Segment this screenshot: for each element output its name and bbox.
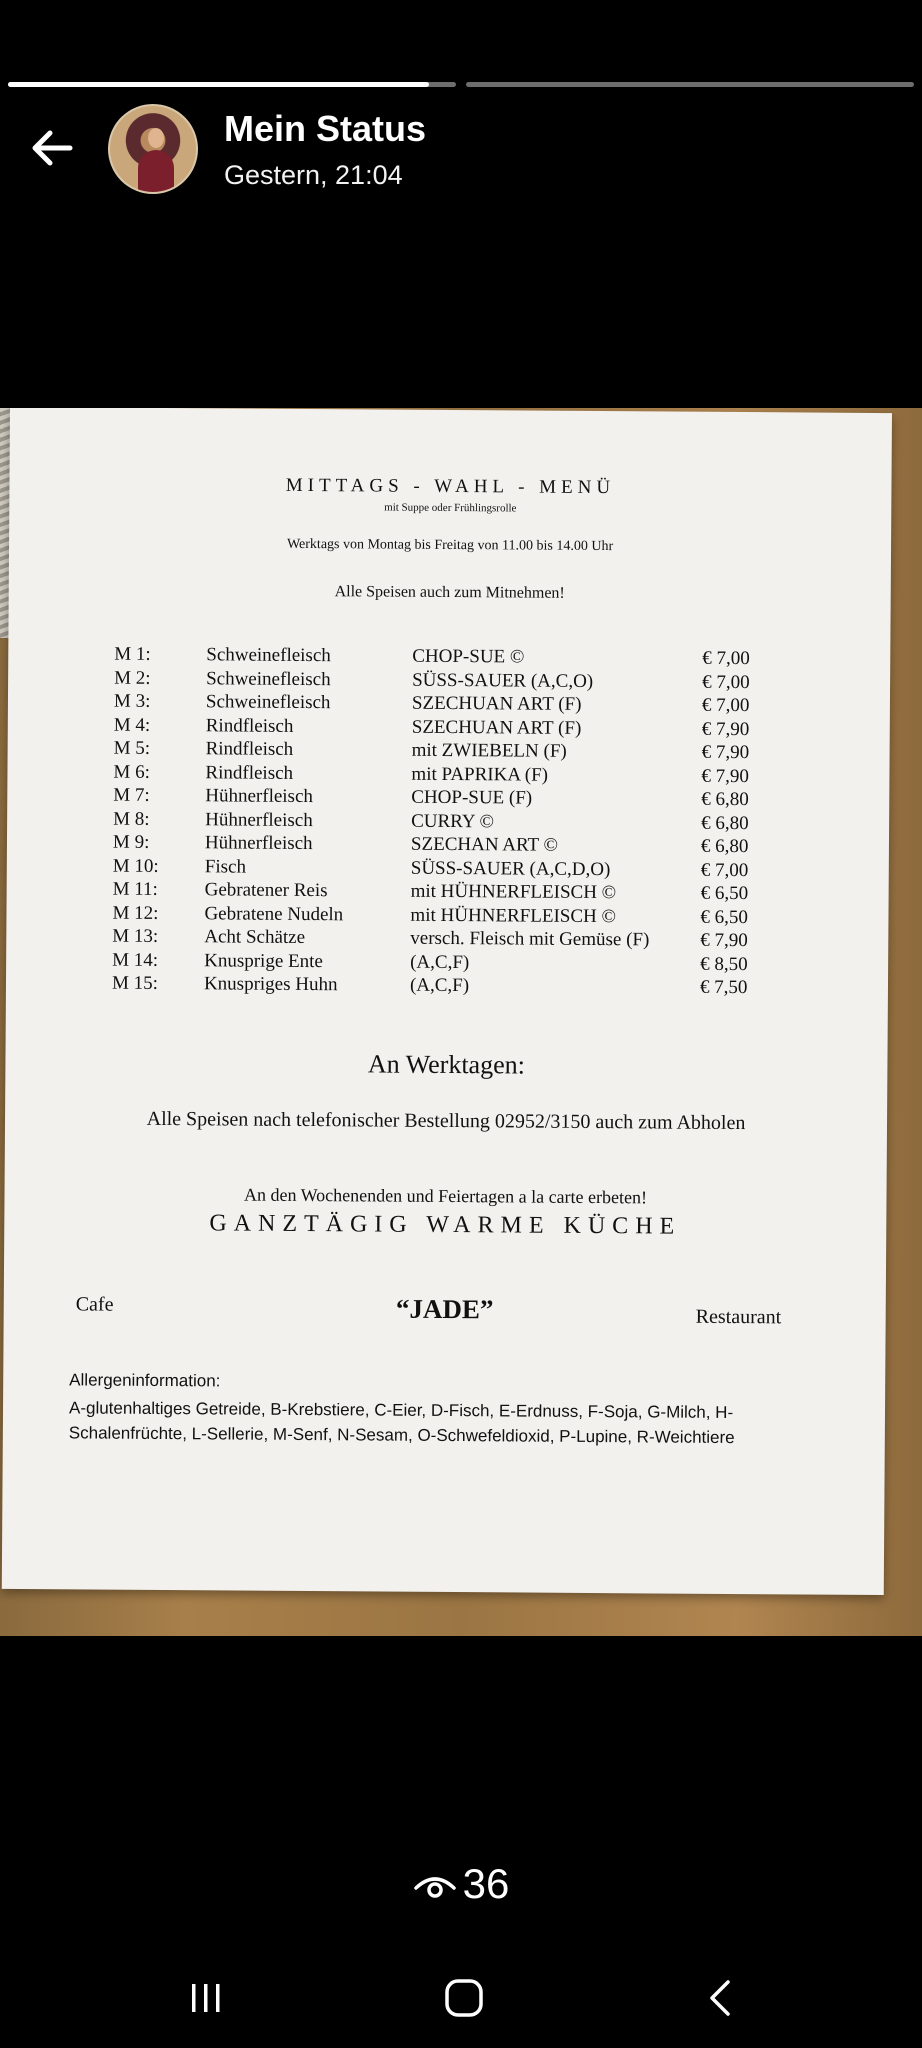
menu-sheet xyxy=(2,408,892,1595)
status-photo xyxy=(0,408,922,1636)
menu-item-dish: SÜSS-SAUER (A,C,O) xyxy=(412,669,594,692)
menu-item-dish: mit HÜHNERFLEISCH © xyxy=(410,880,617,904)
menu-item-dish: CHOP-SUE © xyxy=(412,645,525,668)
menu-item-meat: Rindfleisch xyxy=(205,714,294,737)
menu-item-dish: SÜSS-SAUER (A,C,D,O) xyxy=(410,857,611,880)
menu-item-price: € 8,50 xyxy=(700,953,748,975)
story-progress-current xyxy=(8,82,456,87)
menu-item-number: M 14: xyxy=(112,949,159,971)
menu-item-price: € 6,80 xyxy=(700,835,749,858)
status-timestamp: Gestern, 21:04 xyxy=(224,160,403,190)
menu-item-price: € 7,90 xyxy=(701,765,750,787)
menu-item-price: € 7,90 xyxy=(700,929,748,952)
menu-item-price: € 7,90 xyxy=(701,741,750,764)
menu-item-price: € 7,00 xyxy=(701,694,750,717)
view-count-value: 36 xyxy=(462,1860,510,1907)
eye-icon xyxy=(413,1872,457,1902)
menu-item-dish: mit PAPRIKA (F) xyxy=(411,763,549,786)
menu-item-price: € 6,50 xyxy=(700,906,749,928)
menu-item-number: M 8: xyxy=(113,808,150,830)
menu-item-dish: mit HÜHNERFLEISCH © xyxy=(410,904,617,927)
menu-item-dish: (A,C,F) xyxy=(409,974,470,997)
allergen-info xyxy=(69,1367,830,1450)
menu-item-meat: Hühnerfleisch xyxy=(204,832,313,855)
menu-item-price: € 6,50 xyxy=(700,882,749,905)
menu-heading: MITTAGS - WAHL - MENÜ xyxy=(285,474,616,499)
menu-subheading: mit Suppe oder Frühlingsrolle xyxy=(384,501,517,515)
menu-hours: Werktags von Montag bis Freitag von 11.00 bis 14.00 Uhr xyxy=(286,536,614,555)
menu-item-number: M 11: xyxy=(112,878,158,900)
menu-item-price: € 7,00 xyxy=(700,859,749,881)
recent-apps-icon[interactable] xyxy=(186,1978,226,2018)
menu-item-price: € 6,80 xyxy=(701,788,749,811)
menu-item-meat: Gebratener Reis xyxy=(204,879,328,902)
menu-item-number: M 2: xyxy=(114,667,151,689)
menu-item-meat: Schweinefleisch xyxy=(206,667,331,690)
menu-item-meat: Schweinefleisch xyxy=(205,691,331,714)
menu-item-price: € 7,90 xyxy=(701,718,750,740)
home-icon[interactable] xyxy=(442,1976,486,2020)
menu-item-meat: Acht Schätze xyxy=(204,926,306,948)
status-title: Mein Status xyxy=(224,108,427,149)
story-progress-fill xyxy=(8,82,429,87)
chevron-left-icon[interactable] xyxy=(700,1976,740,2020)
menu-item-price: € 6,80 xyxy=(701,812,749,834)
menu-item-number: M 13: xyxy=(112,925,159,947)
view-count[interactable] xyxy=(0,1860,922,1908)
allergen-text: A-glutenhaltiges Getreide, B-Krebstiere, C-Eier, D-Fisch, E-Erdnuss, F-Soja, G-Milch, H-Schalenfrüchte, L-Sellerie, M-Senf, N-Sesam, O-Schwefeldioxid, P-Lupine, R-Weichtiere xyxy=(68,1398,735,1448)
menu-item-dish: mit ZWIEBELN (F) xyxy=(411,739,567,762)
menu-item-meat: Fisch xyxy=(204,855,247,878)
menu-item-meat: Knusprige Ente xyxy=(204,949,323,972)
system-navigation-bar xyxy=(0,1960,922,2048)
menu-item-dish: SZECHAN ART © xyxy=(410,833,559,856)
menu-item-number: M 7: xyxy=(113,784,150,806)
menu-item-number: M 12: xyxy=(112,902,159,924)
menu-item-dish: (A,C,F) xyxy=(410,951,470,973)
menu-item-number: M 1: xyxy=(114,643,151,665)
menu-item-number: M 3: xyxy=(113,690,151,712)
menu-takeaway-note: Alle Speisen auch zum Mitnehmen! xyxy=(334,583,565,602)
menu-item-dish: SZECHUAN ART (F) xyxy=(411,716,582,739)
menu-item-price: € 7,00 xyxy=(702,671,750,693)
menu-item-meat: Hühnerfleisch xyxy=(205,785,314,808)
arrow-left-icon[interactable] xyxy=(26,122,78,174)
workdays-title: An Werktagen: xyxy=(367,1049,526,1080)
menu-item-dish: CHOP-SUE (F) xyxy=(411,786,533,809)
restaurant-label: Restaurant xyxy=(695,1305,782,1329)
menu-item-dish: versch. Fleisch mit Gemüse (F) xyxy=(410,927,650,951)
menu-item-number: M 9: xyxy=(112,831,150,853)
avatar[interactable] xyxy=(108,104,198,194)
menu-item-number: M 5: xyxy=(113,737,151,759)
menu-item-meat: Knuspriges Huhn xyxy=(203,973,338,996)
menu-list xyxy=(112,644,874,1002)
menu-item-meat: Schweinefleisch xyxy=(206,644,331,667)
warm-kitchen-note: GANZTÄGIG WARME KÜCHE xyxy=(209,1210,682,1240)
menu-item-number: M 6: xyxy=(113,761,150,783)
menu-item-number: M 4: xyxy=(113,714,151,736)
cafe-label: Cafe xyxy=(75,1293,114,1316)
restaurant-name: “JADE” xyxy=(395,1293,494,1325)
menu-item xyxy=(112,973,872,1002)
order-note: Alle Speisen nach telefonischer Bestellung 02952/3150 auch zum Abholen xyxy=(146,1107,746,1135)
menu-item-meat: Gebratene Nudeln xyxy=(204,902,344,925)
story-progress-next xyxy=(466,82,914,87)
menu-item-dish: CURRY © xyxy=(411,810,495,832)
menu-item-meat: Hühnerfleisch xyxy=(205,808,313,831)
menu-item-dish: SZECHUAN ART (F) xyxy=(411,692,582,715)
menu-item-price: € 7,00 xyxy=(702,647,750,670)
menu-item-meat: Rindfleisch xyxy=(205,738,294,760)
menu-item-number: M 15: xyxy=(111,972,159,994)
allergen-heading: Allergeninformation: xyxy=(69,1370,221,1391)
menu-item-meat: Rindfleisch xyxy=(205,761,294,784)
menu-item-number: M 10: xyxy=(112,855,159,877)
menu-item-price: € 7,50 xyxy=(699,976,748,999)
weekend-note: An den Wochenenden und Feiertagen a la carte erbeten! xyxy=(243,1184,648,1208)
